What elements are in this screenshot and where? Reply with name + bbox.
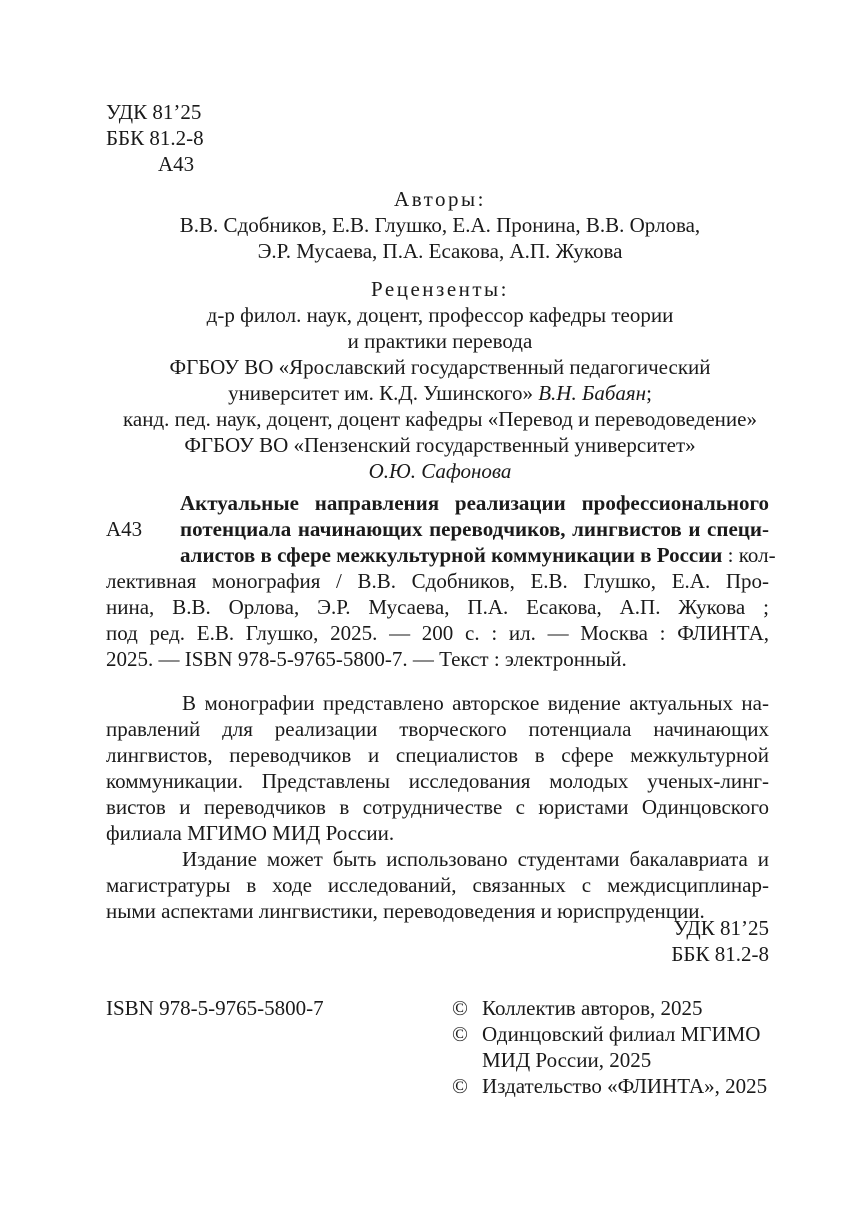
reviewer-line: ФГБОУ ВО «Ярославский государственный педагогический [169, 355, 711, 379]
bib-title-line: потенциала начинающих переводчиков, лингвистов и специ- [180, 517, 769, 541]
reviewer-line: ФГБОУ ВО «Пензенский государственный университет» [184, 433, 696, 457]
annotation-line: лингвистов, переводчиков и специалистов в сфере межкультурной [106, 743, 769, 767]
classification-codes-bottom [600, 915, 769, 967]
reviewer-name: В.Н. Бабаян [538, 381, 647, 405]
udk-code: УДК 81’25 [106, 100, 202, 124]
bib-line: 2025. — ISBN 978-5-9765-5800-7. — Текст : электронный. [106, 647, 627, 671]
authors-line: В.В. Сдобников, Е.В. Глушко, Е.А. Пронина, В.В. Орлова, [179, 213, 701, 237]
classification-codes-top [106, 99, 204, 177]
authors-line: Э.Р. Мусаева, П.А. Есакова, А.П. Жукова [257, 239, 623, 263]
copyright-item: © Одинцовский филиал МГИМО [452, 1022, 761, 1046]
authors-heading: Авторы: [394, 187, 486, 211]
copyright-item-cont: МИД России, 2025 [482, 1048, 652, 1072]
reviewer-line: и практики перевода [347, 329, 533, 353]
reviewer-line: д-р филол. наук, доцент, профессор кафедры теории [206, 303, 674, 327]
reviewer-line: канд. пед. наук, доцент, доцент кафедры «Перевод и переводоведение» [123, 407, 757, 431]
annotation-line: филиала МГИМО МИД России. [106, 821, 395, 845]
copyright-item: © Коллектив авторов, 2025 [452, 996, 703, 1020]
reviewer-line [100, 458, 780, 484]
bibliographic-record-cont [106, 568, 769, 672]
annotation-line: правлений для реализации творческого потенциала начинающих [106, 717, 769, 741]
annotation [106, 690, 769, 924]
annotation-line: ными аспектами лингвистики, переводоведения и юриспруденции. [106, 899, 705, 923]
bib-title-line: алистов в сфере межкультурной коммуникации в России : кол- [180, 543, 776, 567]
bib-line: нина, В.В. Орлова, Э.Р. Мусаева, П.А. Есакова, А.П. Жукова ; [106, 595, 769, 619]
bib-line: лективная монография / В.В. Сдобников, Е.В. Глушко, Е.А. Про- [106, 569, 769, 593]
copyright-icon: © [452, 996, 468, 1020]
annotation-line: магистратуры в ходе исследований, связанных с междисциплинар- [106, 873, 769, 897]
reviewers-heading: Рецензенты: [371, 277, 509, 301]
reviewer-name: О.Ю. Сафонова [368, 459, 512, 483]
annotation-line: коммуникации. Представлены исследования молодых ученых-линг- [106, 769, 769, 793]
copyright-list [452, 995, 782, 1099]
annotation-line: В монографии представлено авторское видение актуальных на- [182, 691, 769, 715]
bib-author-mark: А43 [106, 517, 143, 541]
bib-line: под ред. Е.В. Глушко, 2025. — 200 с. : ил. — Москва : ФЛИНТА, [106, 621, 769, 645]
annotation-line: вистов и переводчиков в сотрудничестве с юристами Одинцовского [106, 795, 769, 819]
udk-code: УДК 81’25 [673, 916, 769, 940]
separator: ; [646, 381, 652, 405]
copyright-icon: © [452, 1074, 468, 1098]
annotation-line: Издание может быть использовано студентами бакалавриата и [182, 847, 769, 871]
copyright-icon: © [452, 1022, 468, 1046]
bbk-code: ББК 81.2-8 [106, 126, 204, 150]
bibliographic-record [180, 490, 776, 568]
bib-title-line: Актуальные направления реализации профессионального [180, 491, 769, 515]
isbn: ISBN 978-5-9765-5800-7 [106, 996, 324, 1020]
credits-block [100, 186, 780, 484]
reviewer-affiliation: университет им. К.Д. Ушинского» [228, 381, 533, 405]
bbk-code: ББК 81.2-8 [671, 942, 769, 966]
author-mark: А43 [158, 152, 195, 176]
reviewer-line [100, 380, 780, 406]
copyright-item: © Издательство «ФЛИНТА», 2025 [452, 1074, 768, 1098]
